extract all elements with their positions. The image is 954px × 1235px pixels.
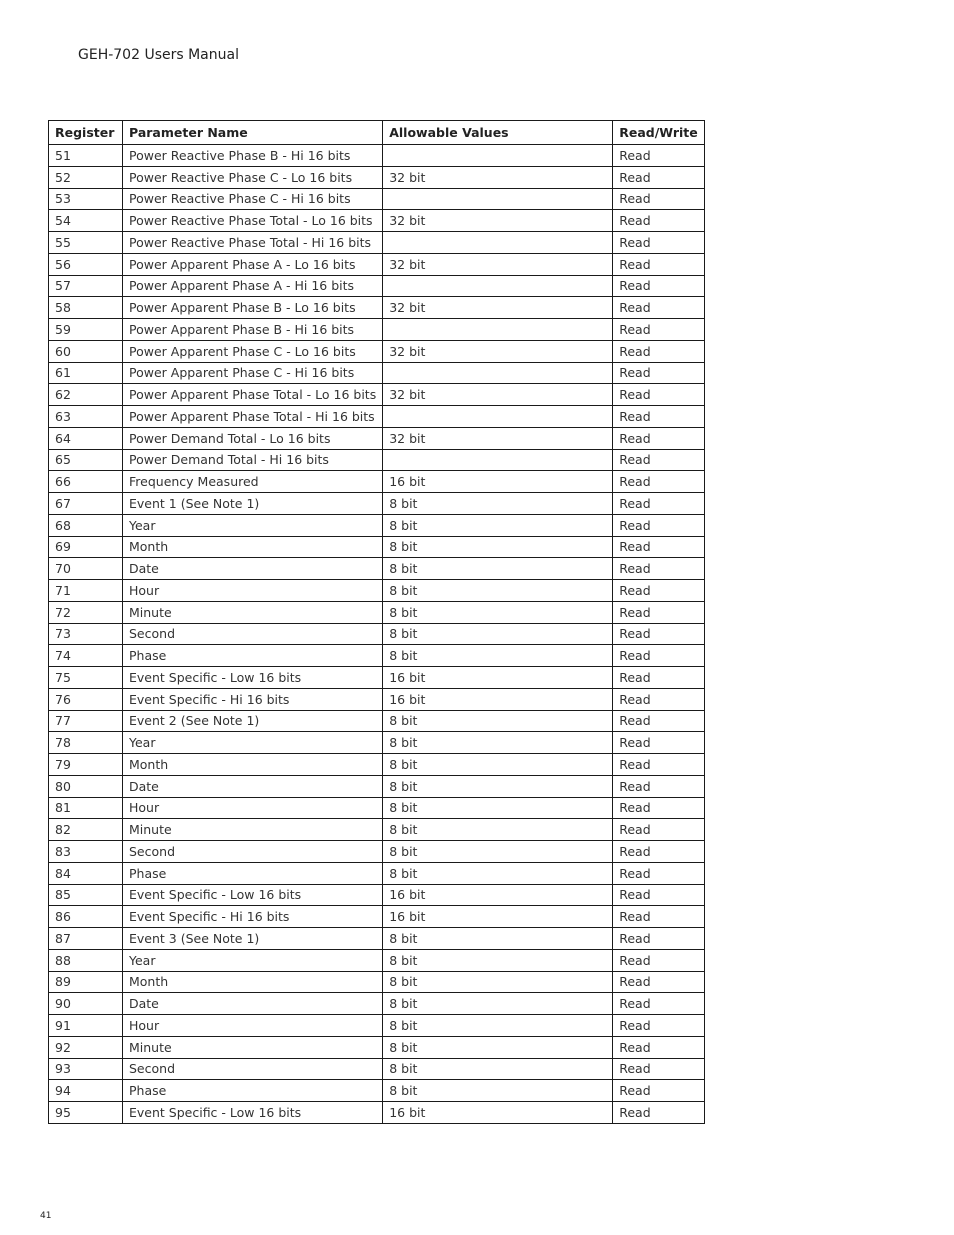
table-row: [49, 928, 705, 950]
read-write-cell: Read: [613, 210, 705, 232]
table-row: [49, 514, 705, 536]
register-cell: 64: [49, 427, 123, 449]
read-write-cell: Read: [613, 1036, 705, 1058]
allowable-values-cell: [383, 188, 613, 210]
allowable-values-cell: 16 bit: [383, 471, 613, 493]
allowable-values-cell: 8 bit: [383, 580, 613, 602]
allowable-values-cell: 32 bit: [383, 427, 613, 449]
allowable-values-cell: 16 bit: [383, 667, 613, 689]
parameter-name-cell: Month: [123, 754, 383, 776]
read-write-cell: Read: [613, 688, 705, 710]
register-cell: 51: [49, 145, 123, 167]
parameter-name-cell: Power Apparent Phase B - Lo 16 bits: [123, 297, 383, 319]
read-write-cell: Read: [613, 253, 705, 275]
allowable-values-cell: 32 bit: [383, 210, 613, 232]
allowable-values-cell: 8 bit: [383, 971, 613, 993]
parameter-name-cell: Date: [123, 775, 383, 797]
parameter-name-cell: Event Specific - Hi 16 bits: [123, 906, 383, 928]
allowable-values-cell: 8 bit: [383, 949, 613, 971]
register-cell: 61: [49, 362, 123, 384]
parameter-name-cell: Phase: [123, 645, 383, 667]
read-write-cell: Read: [613, 558, 705, 580]
allowable-values-cell: [383, 319, 613, 341]
read-write-cell: Read: [613, 928, 705, 950]
allowable-values-cell: 8 bit: [383, 754, 613, 776]
allowable-values-cell: [383, 406, 613, 428]
parameter-name-cell: Power Reactive Phase B - Hi 16 bits: [123, 145, 383, 167]
allowable-values-cell: 8 bit: [383, 536, 613, 558]
allowable-values-cell: 8 bit: [383, 558, 613, 580]
register-cell: 74: [49, 645, 123, 667]
table-row: [49, 797, 705, 819]
register-cell: 70: [49, 558, 123, 580]
register-cell: 56: [49, 253, 123, 275]
read-write-cell: Read: [613, 775, 705, 797]
allowable-values-cell: 8 bit: [383, 928, 613, 950]
register-cell: 87: [49, 928, 123, 950]
column-header-read-write: Read/Write: [613, 121, 705, 145]
read-write-cell: Read: [613, 340, 705, 362]
register-cell: 94: [49, 1080, 123, 1102]
register-cell: 81: [49, 797, 123, 819]
table-row: [49, 558, 705, 580]
read-write-cell: Read: [613, 623, 705, 645]
table-row: [49, 906, 705, 928]
table-row: [49, 449, 705, 471]
parameter-name-cell: Event Specific - Low 16 bits: [123, 667, 383, 689]
register-cell: 52: [49, 166, 123, 188]
allowable-values-cell: 8 bit: [383, 1015, 613, 1037]
table-row: [49, 884, 705, 906]
allowable-values-cell: 8 bit: [383, 1036, 613, 1058]
allowable-values-cell: 32 bit: [383, 166, 613, 188]
table-row: [49, 145, 705, 167]
allowable-values-cell: 16 bit: [383, 1102, 613, 1124]
allowable-values-cell: 8 bit: [383, 819, 613, 841]
table-row: [49, 493, 705, 515]
parameter-name-cell: Hour: [123, 797, 383, 819]
allowable-values-cell: 32 bit: [383, 253, 613, 275]
register-cell: 75: [49, 667, 123, 689]
read-write-cell: Read: [613, 536, 705, 558]
table-row: [49, 253, 705, 275]
allowable-values-cell: 8 bit: [383, 514, 613, 536]
parameter-name-cell: Hour: [123, 1015, 383, 1037]
allowable-values-cell: 8 bit: [383, 732, 613, 754]
register-cell: 80: [49, 775, 123, 797]
read-write-cell: Read: [613, 580, 705, 602]
register-cell: 65: [49, 449, 123, 471]
table-row: [49, 471, 705, 493]
parameter-name-cell: Date: [123, 993, 383, 1015]
allowable-values-cell: 8 bit: [383, 710, 613, 732]
read-write-cell: Read: [613, 971, 705, 993]
register-cell: 91: [49, 1015, 123, 1037]
table-row: [49, 580, 705, 602]
allowable-values-cell: 8 bit: [383, 862, 613, 884]
allowable-values-cell: 8 bit: [383, 797, 613, 819]
read-write-cell: Read: [613, 406, 705, 428]
table-row: [49, 362, 705, 384]
read-write-cell: Read: [613, 797, 705, 819]
document-title: GEH-702 Users Manual: [78, 47, 239, 63]
parameter-name-cell: Power Reactive Phase C - Hi 16 bits: [123, 188, 383, 210]
parameter-name-cell: Second: [123, 1058, 383, 1080]
table-row: [49, 384, 705, 406]
table-row: [49, 319, 705, 341]
table-row: [49, 1015, 705, 1037]
parameter-name-cell: Power Apparent Phase B - Hi 16 bits: [123, 319, 383, 341]
table-row: [49, 732, 705, 754]
register-cell: 93: [49, 1058, 123, 1080]
parameter-name-cell: Phase: [123, 862, 383, 884]
parameter-name-cell: Frequency Measured: [123, 471, 383, 493]
read-write-cell: Read: [613, 906, 705, 928]
read-write-cell: Read: [613, 949, 705, 971]
table-row: [49, 340, 705, 362]
parameter-name-cell: Date: [123, 558, 383, 580]
parameter-name-cell: Power Apparent Phase Total - Lo 16 bits: [123, 384, 383, 406]
register-cell: 53: [49, 188, 123, 210]
parameter-name-cell: Power Reactive Phase C - Lo 16 bits: [123, 166, 383, 188]
register-table: [48, 120, 705, 1124]
register-cell: 79: [49, 754, 123, 776]
parameter-name-cell: Second: [123, 841, 383, 863]
table-row: [49, 297, 705, 319]
parameter-name-cell: Event 3 (See Note 1): [123, 928, 383, 950]
register-cell: 63: [49, 406, 123, 428]
table-row: [49, 232, 705, 254]
register-cell: 69: [49, 536, 123, 558]
parameter-name-cell: Minute: [123, 601, 383, 623]
table-row: [49, 688, 705, 710]
allowable-values-cell: 8 bit: [383, 993, 613, 1015]
allowable-values-cell: 8 bit: [383, 841, 613, 863]
register-cell: 86: [49, 906, 123, 928]
register-cell: 68: [49, 514, 123, 536]
register-cell: 82: [49, 819, 123, 841]
register-cell: 60: [49, 340, 123, 362]
table-row: [49, 166, 705, 188]
allowable-values-cell: 16 bit: [383, 906, 613, 928]
table-row: [49, 1102, 705, 1124]
parameter-name-cell: Minute: [123, 819, 383, 841]
table-row: [49, 862, 705, 884]
parameter-name-cell: Event Specific - Low 16 bits: [123, 1102, 383, 1124]
register-cell: 85: [49, 884, 123, 906]
allowable-values-cell: 32 bit: [383, 297, 613, 319]
allowable-values-cell: 32 bit: [383, 384, 613, 406]
register-cell: 77: [49, 710, 123, 732]
read-write-cell: Read: [613, 884, 705, 906]
page-number: 41: [40, 1211, 52, 1221]
parameter-name-cell: Event Specific - Low 16 bits: [123, 884, 383, 906]
table-row: [49, 1080, 705, 1102]
read-write-cell: Read: [613, 297, 705, 319]
parameter-name-cell: Minute: [123, 1036, 383, 1058]
register-cell: 72: [49, 601, 123, 623]
read-write-cell: Read: [613, 493, 705, 515]
read-write-cell: Read: [613, 732, 705, 754]
read-write-cell: Read: [613, 1102, 705, 1124]
register-cell: 90: [49, 993, 123, 1015]
table-header-row: [49, 121, 705, 145]
register-cell: 89: [49, 971, 123, 993]
parameter-name-cell: Power Apparent Phase C - Hi 16 bits: [123, 362, 383, 384]
read-write-cell: Read: [613, 667, 705, 689]
register-cell: 76: [49, 688, 123, 710]
allowable-values-cell: 8 bit: [383, 493, 613, 515]
table-row: [49, 841, 705, 863]
read-write-cell: Read: [613, 862, 705, 884]
allowable-values-cell: 8 bit: [383, 645, 613, 667]
read-write-cell: Read: [613, 819, 705, 841]
table-row: [49, 819, 705, 841]
read-write-cell: Read: [613, 449, 705, 471]
parameter-name-cell: Power Demand Total - Lo 16 bits: [123, 427, 383, 449]
table-row: [49, 1058, 705, 1080]
table-body: [49, 145, 705, 1124]
register-cell: 83: [49, 841, 123, 863]
parameter-name-cell: Hour: [123, 580, 383, 602]
read-write-cell: Read: [613, 841, 705, 863]
register-cell: 66: [49, 471, 123, 493]
allowable-values-cell: [383, 145, 613, 167]
parameter-name-cell: Event 1 (See Note 1): [123, 493, 383, 515]
column-header-register: Register: [49, 121, 123, 145]
table-row: [49, 775, 705, 797]
table-row: [49, 710, 705, 732]
parameter-name-cell: Event Specific - Hi 16 bits: [123, 688, 383, 710]
table-row: [49, 971, 705, 993]
table-row: [49, 993, 705, 1015]
register-cell: 84: [49, 862, 123, 884]
parameter-name-cell: Power Demand Total - Hi 16 bits: [123, 449, 383, 471]
table-row: [49, 949, 705, 971]
read-write-cell: Read: [613, 514, 705, 536]
allowable-values-cell: [383, 232, 613, 254]
column-header-parameter-name: Parameter Name: [123, 121, 383, 145]
register-cell: 54: [49, 210, 123, 232]
read-write-cell: Read: [613, 754, 705, 776]
register-cell: 57: [49, 275, 123, 297]
read-write-cell: Read: [613, 1080, 705, 1102]
register-cell: 55: [49, 232, 123, 254]
table-row: [49, 188, 705, 210]
parameter-name-cell: Power Apparent Phase C - Lo 16 bits: [123, 340, 383, 362]
table-row: [49, 754, 705, 776]
allowable-values-cell: 8 bit: [383, 1058, 613, 1080]
register-cell: 59: [49, 319, 123, 341]
read-write-cell: Read: [613, 993, 705, 1015]
parameter-name-cell: Power Apparent Phase Total - Hi 16 bits: [123, 406, 383, 428]
read-write-cell: Read: [613, 145, 705, 167]
parameter-name-cell: Month: [123, 971, 383, 993]
read-write-cell: Read: [613, 601, 705, 623]
read-write-cell: Read: [613, 384, 705, 406]
allowable-values-cell: 32 bit: [383, 340, 613, 362]
register-cell: 78: [49, 732, 123, 754]
table-row: [49, 210, 705, 232]
table-row: [49, 623, 705, 645]
read-write-cell: Read: [613, 471, 705, 493]
register-cell: 71: [49, 580, 123, 602]
table-row: [49, 601, 705, 623]
parameter-name-cell: Year: [123, 732, 383, 754]
register-cell: 73: [49, 623, 123, 645]
read-write-cell: Read: [613, 232, 705, 254]
table-row: [49, 275, 705, 297]
parameter-name-cell: Power Apparent Phase A - Lo 16 bits: [123, 253, 383, 275]
table-row: [49, 645, 705, 667]
table-row: [49, 427, 705, 449]
table-row: [49, 1036, 705, 1058]
read-write-cell: Read: [613, 362, 705, 384]
allowable-values-cell: 8 bit: [383, 775, 613, 797]
parameter-name-cell: Power Apparent Phase A - Hi 16 bits: [123, 275, 383, 297]
allowable-values-cell: 8 bit: [383, 1080, 613, 1102]
register-cell: 88: [49, 949, 123, 971]
read-write-cell: Read: [613, 1058, 705, 1080]
parameter-name-cell: Phase: [123, 1080, 383, 1102]
parameter-name-cell: Power Reactive Phase Total - Lo 16 bits: [123, 210, 383, 232]
parameter-name-cell: Year: [123, 514, 383, 536]
allowable-values-cell: 8 bit: [383, 623, 613, 645]
allowable-values-cell: 16 bit: [383, 688, 613, 710]
read-write-cell: Read: [613, 645, 705, 667]
column-header-allowable-values: Allowable Values: [383, 121, 613, 145]
register-cell: 95: [49, 1102, 123, 1124]
parameter-name-cell: Year: [123, 949, 383, 971]
register-cell: 67: [49, 493, 123, 515]
table-row: [49, 667, 705, 689]
read-write-cell: Read: [613, 166, 705, 188]
allowable-values-cell: 16 bit: [383, 884, 613, 906]
register-cell: 92: [49, 1036, 123, 1058]
read-write-cell: Read: [613, 275, 705, 297]
register-cell: 62: [49, 384, 123, 406]
parameter-name-cell: Second: [123, 623, 383, 645]
read-write-cell: Read: [613, 710, 705, 732]
read-write-cell: Read: [613, 188, 705, 210]
parameter-name-cell: Power Reactive Phase Total - Hi 16 bits: [123, 232, 383, 254]
read-write-cell: Read: [613, 427, 705, 449]
allowable-values-cell: 8 bit: [383, 601, 613, 623]
table-row: [49, 406, 705, 428]
read-write-cell: Read: [613, 1015, 705, 1037]
table-row: [49, 536, 705, 558]
allowable-values-cell: [383, 275, 613, 297]
allowable-values-cell: [383, 362, 613, 384]
parameter-name-cell: Event 2 (See Note 1): [123, 710, 383, 732]
read-write-cell: Read: [613, 319, 705, 341]
register-cell: 58: [49, 297, 123, 319]
parameter-name-cell: Month: [123, 536, 383, 558]
allowable-values-cell: [383, 449, 613, 471]
